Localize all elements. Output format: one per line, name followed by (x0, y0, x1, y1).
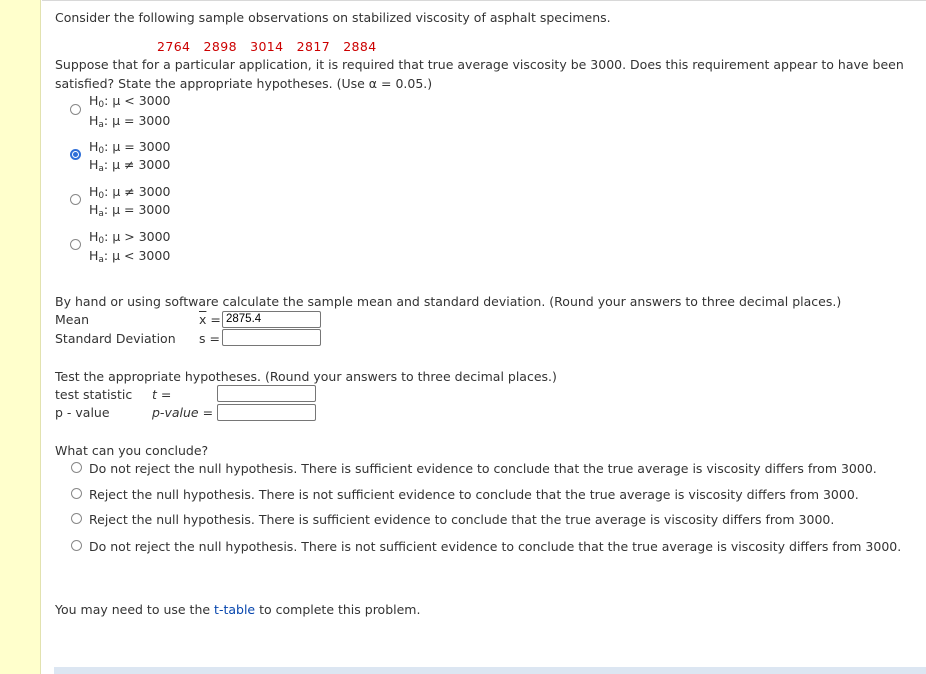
footer-text: to complete this problem. (255, 602, 421, 617)
conclusion-text: Reject the null hypothesis. There is not sufficient evidence to conclude that the true average is viscosity differs from 3000. (89, 487, 859, 502)
radio-button[interactable] (71, 462, 82, 473)
null-hypothesis: $H_0$: μ > 3000 (89, 229, 171, 246)
conclusion-text: Do not reject the null hypothesis. There is not sufficient evidence to conclude that the true average is viscosity differs from 3000. (89, 539, 902, 554)
alt-hypothesis: $H_a$: μ = 3000 (89, 202, 171, 219)
null-hypothesis: $H_0$: μ < 3000 (89, 93, 171, 110)
radio-button[interactable] (71, 488, 82, 499)
footer-text: You may need to use the (55, 602, 215, 617)
p-value-label: p - value (55, 405, 110, 420)
p-value-input[interactable] (217, 404, 316, 421)
alt-hypothesis: $H_a$: μ ≠ 3000 (89, 157, 171, 174)
t-symbol: t = (152, 387, 172, 402)
sd-input[interactable] (222, 329, 321, 346)
radio-button[interactable] (71, 513, 82, 524)
t-table-link[interactable]: t-table (214, 602, 256, 617)
observation: 2898 (203, 39, 237, 54)
mean-label: Mean (55, 312, 90, 327)
radio-button[interactable] (70, 194, 81, 205)
alt-hypothesis: $H_a$: μ < 3000 (89, 248, 171, 265)
top-divider (42, 0, 926, 1)
footer-note (55, 602, 420, 617)
radio-button[interactable] (71, 540, 82, 551)
left-margin-bar (0, 0, 41, 674)
bottom-bar (54, 667, 926, 674)
alt-hypothesis: $H_a$: μ = 3000 (89, 113, 171, 130)
conclude-prompt: What can you conclude? (55, 443, 209, 458)
mean-symbol: $\overline{x}$ = (199, 312, 221, 327)
null-hypothesis: $H_0$: μ = 3000 (89, 139, 171, 156)
observation: 2884 (343, 39, 377, 54)
observation: 2817 (296, 39, 331, 54)
conclusion-text: Do not reject the null hypothesis. There is sufficient evidence to conclude that the true average is viscosity differs from 3000. (89, 461, 877, 476)
question-line-2: satisfied? State the appropriate hypotheses. (Use α = 0.05.) (55, 76, 433, 91)
null-hypothesis: $H_0$: μ ≠ 3000 (89, 184, 171, 201)
question-line-1: Suppose that for a particular application, it is required that true average viscosity be 3000. Does this requirement appear to have been (55, 57, 904, 72)
radio-button[interactable] (70, 104, 81, 115)
intro-text: Consider the following sample observations on stabilized viscosity of asphalt specimens. (55, 10, 611, 25)
conclusion-text: Reject the null hypothesis. There is sufficient evidence to conclude that the true average is viscosity differs from 3000. (89, 512, 835, 527)
p-value-symbol: p-value = (152, 405, 214, 420)
test-statistic-label: test statistic (55, 387, 133, 402)
observations-list (157, 39, 377, 54)
sd-symbol: s = (199, 331, 220, 346)
mean-input[interactable]: 2875.4 (222, 311, 321, 328)
sd-label: Standard Deviation (55, 331, 176, 346)
observation: 2764 (157, 39, 191, 54)
radio-button[interactable] (70, 239, 81, 250)
observation: 3014 (250, 39, 284, 54)
test-statistic-input[interactable] (217, 385, 316, 402)
test-prompt: Test the appropriate hypotheses. (Round your answers to three decimal places.) (55, 369, 557, 384)
stats-prompt: By hand or using software calculate the sample mean and standard deviation. (Round your answers to three decimal places.) (55, 294, 842, 309)
radio-button-selected[interactable] (70, 149, 81, 160)
